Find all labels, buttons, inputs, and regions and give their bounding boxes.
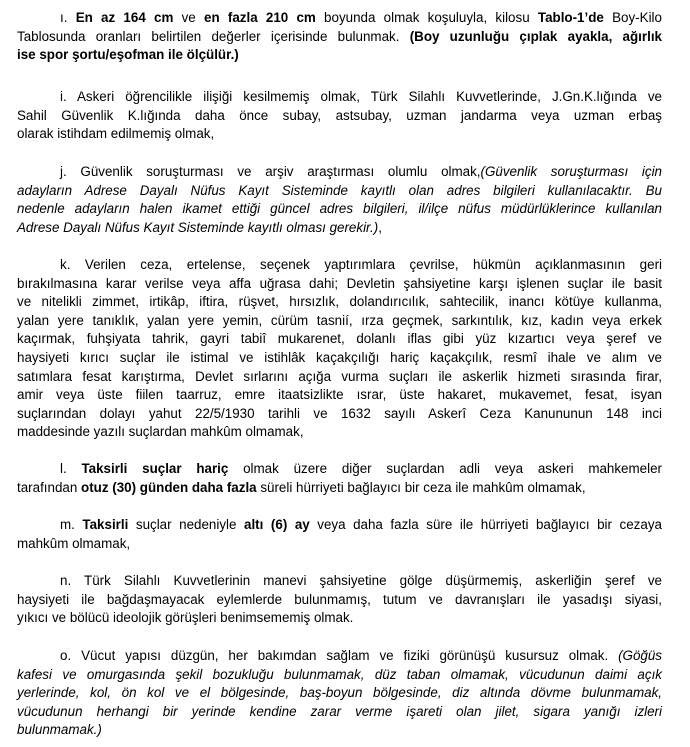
text-line: tarafından otuz (30) günden daha fazla süreli hürriyeti bağlayıcı bir ceza ile mahkûm olmamak,	[17, 479, 586, 495]
text-line: Adrese Dayalı Nüfus Kayıt Sisteminde kayıtlı olması gerekir.),	[17, 219, 382, 235]
text-line: ise spor şortu/eşofman ile ölçülür.)	[17, 47, 239, 63]
text-line: haysiyeti kırıcı suçlar ile istimal ve istihlâk kaçakçılığı hariç kaçakçılık, resmî ihale ve alım ve	[17, 349, 662, 365]
text-line: nedenle adayların halen ikamet ettiği güncel adres bilgileri, il/ilçe nüfus müdürlüklerince kullanılan	[17, 201, 662, 217]
text-line: j. Güvenlik soruşturması ve arşiv araştırması olumlu olmak,(Güvenlik soruşturması için	[60, 164, 662, 179]
text-line: m. Taksirli suçlar nedeniyle altı (6) ay veya daha fazla süre ile hürriyeti bağlayıcı bir cezaya	[60, 517, 662, 532]
text-line: o. Vücut yapısı düzgün, her bakımdan sağlam ve fiziki görünüşü kusursuz olmak. (Göğüs	[60, 648, 662, 663]
text-line: Sahil Güvenlik K.lığında daha önce subay, astsubay, uzman jandarma veya uzman erbaş	[17, 107, 662, 123]
item-negligent-crimes	[17, 516, 662, 553]
text-line: Tablosunda oranları belirtilen değerler içerisinde bulunmak. (Boy uzunluğu çıplak ayakla, ağırlık	[17, 28, 662, 44]
item-military-history	[17, 88, 662, 144]
item-custodial-sentence	[17, 460, 662, 497]
text-line: olarak istihdam edilmemiş olmak,	[17, 126, 215, 142]
text-line: ı. En az 164 cm ve en fazla 210 cm boyunda olmak koşuluyla, kilosu Tablo-1’de Boy-Kilo	[60, 10, 662, 25]
item-height-weight	[17, 9, 662, 65]
text-line: bulunmamak.)	[17, 722, 102, 738]
text-line: bırakılmasına karar verilse veya affa uğrasa dahi; Devletin şahsiyetine karşı işlenen suçlar ile basit	[17, 275, 662, 291]
text-line: haysiyeti ile bağdaşmayacak eylemlerde bulunmamış, tutum ve davranışları ile yasadışı siyasi,	[17, 591, 662, 607]
item-security-check	[17, 163, 662, 237]
text-line: satımlara fesat karıştırma, Devlet sırlarını açığa vurma suçları ile askerlik hizmeti sırasında firar,	[17, 368, 662, 384]
text-line: yerlerinde, kol, ön kol ve el bölgesinde, baş-boyun bölgesinde, diz altında dövme bulunmamak,	[17, 685, 662, 701]
item-physical-condition	[17, 647, 662, 740]
text-line: mahkûm olmamak,	[17, 535, 131, 551]
text-line: maddesinde yazılı suçlardan mahkûm olmamak,	[17, 424, 304, 440]
text-line: k. Verilen ceza, ertelense, seçenek yaptırımlara çevrilse, hükmün açıklanmasının geri	[60, 257, 662, 272]
text-line: yıkıcı ve bölücü ideolojik görüşleri benimsememiş olmak.	[17, 610, 354, 626]
text-line: amir veya üste fiilen taarruz, emre itaatsizlikte ısrar, üste hakaret, mukavemet, fesat, isyan	[17, 387, 662, 403]
text-line: n. Türk Silahlı Kuvvetlerinin manevi şahsiyetine gölge düşürmemiş, askerliğin şeref ve	[60, 573, 662, 588]
text-line: yalan yere tanıklık, yalan yere yemin, cürüm tasnií, ırza geçmek, sarkıntılık, kız, kadın veya erkek	[17, 312, 662, 328]
text-line: ve nitelikli zimmet, irtikâp, iftira, rüşvet, hırsızlık, dolandırıcılık, sahtecilik, inancı kötüye kullanma,	[17, 294, 662, 310]
text-line: l. Taksirli suçlar hariç olmak üzere diğer suçlardan adli veya askeri mahkemeler	[60, 461, 662, 476]
text-line: adayların Adrese Dayalı Nüfus Kayıt Sisteminde kayıtlı olan adres bilgileri kullanılacaktır. Bu	[17, 182, 662, 198]
item-conduct-ideology	[17, 572, 662, 628]
text-line: kaçırmak, fuhşiyata tahrik, gayri tabiî mukarenet, dolanlı iflas gibi yüz kızartıcı veya şeref ve	[17, 331, 662, 347]
text-line: vücudunun herhangi bir yerinde kendine zarar verme işareti olan jilet, sigara yanığı izleri	[17, 703, 662, 719]
text-line: suçlarından dolayı yahut 22/5/1930 tarihli ve 1632 sayılı Askerî Ceza Kanununun 148 inci	[17, 405, 662, 421]
item-criminal-record	[17, 256, 662, 442]
text-line: kafesi ve omurgasında şekil bozukluğu bulunmamak, düz taban olmamak, vücudunun daimi açık	[17, 666, 662, 682]
text-line: i. Askeri öğrencilikle ilişiği kesilmemiş olmak, Türk Silahlı Kuvvetlerinde, J.Gn.K.lığında ve	[60, 89, 662, 104]
